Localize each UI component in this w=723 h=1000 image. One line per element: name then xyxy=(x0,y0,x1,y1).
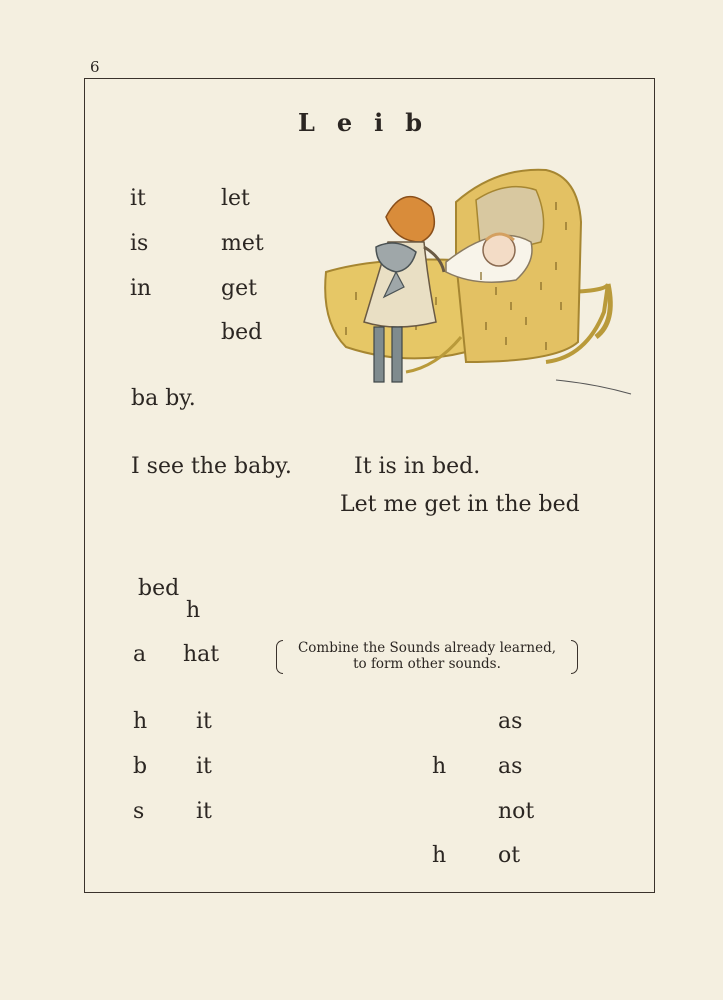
title-letter-e: e xyxy=(336,108,353,137)
row-left-word: it xyxy=(196,799,212,824)
word-col1-it: it xyxy=(130,186,146,211)
word-col1-in: in xyxy=(130,276,152,301)
row-left-letter: h xyxy=(133,709,148,734)
title-letter-i: i xyxy=(374,108,384,137)
note-line-1: Combine the Sounds already learned, xyxy=(297,640,557,656)
row-right-letter: h xyxy=(432,843,447,868)
combine-hat: hat xyxy=(183,642,220,667)
page-title xyxy=(298,108,444,137)
row-left-word: it xyxy=(196,709,212,734)
row-left-word: it xyxy=(196,754,212,779)
girl-and-cradle-illustration xyxy=(316,162,646,397)
row-left-letter: s xyxy=(133,799,145,824)
word-col2-let: let xyxy=(221,186,250,211)
combine-a: a xyxy=(133,642,147,667)
title-letter-b: b xyxy=(405,108,423,137)
row-right-word: as xyxy=(498,709,523,734)
row-right-word: not xyxy=(498,799,535,824)
sentence-in-bed: It is in bed. xyxy=(354,454,481,479)
sentence-see-baby: I see the baby. xyxy=(131,454,292,479)
page-number: 6 xyxy=(90,58,100,76)
combine-h: h xyxy=(186,598,201,623)
word-col2-get: get xyxy=(221,276,257,301)
sentence-let-me: Let me get in the bed xyxy=(340,492,580,517)
word-col2-bed: bed xyxy=(221,320,263,345)
note-line-2: to form other sounds. xyxy=(353,656,501,672)
row-right-letter: h xyxy=(432,754,447,779)
instruction-note xyxy=(278,640,576,672)
row-right-word: as xyxy=(498,754,523,779)
combine-bed: bed xyxy=(138,576,180,601)
row-right-word: ot xyxy=(498,843,521,868)
word-col2-met: met xyxy=(221,231,264,256)
row-left-letter: b xyxy=(133,754,148,779)
syllables-baby: ba by. xyxy=(131,386,196,411)
title-letter-l: L xyxy=(298,108,315,137)
word-col1-is: is xyxy=(130,231,149,256)
cradle-icon xyxy=(325,170,631,394)
